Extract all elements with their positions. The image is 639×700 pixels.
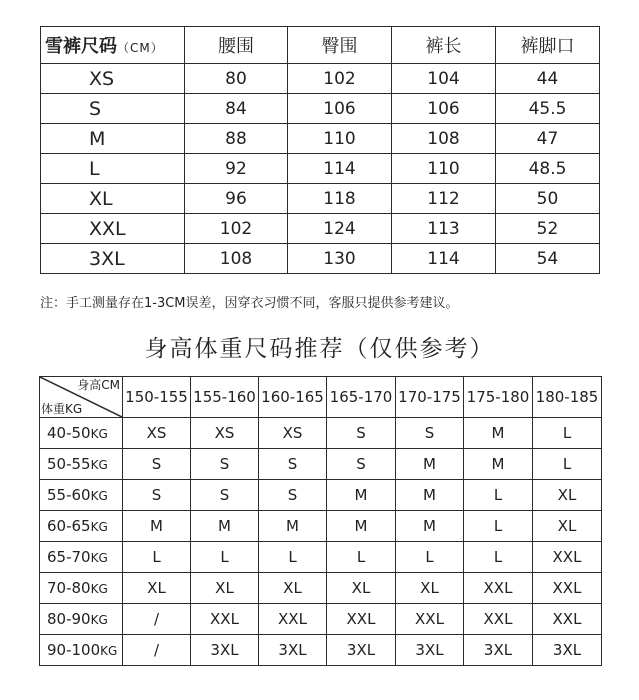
recommended-size-cell: / [123,635,191,666]
recommend-title: 身高体重尺码推荐（仅供参考） [144,336,495,362]
recommended-size-cell: S [191,480,259,511]
table-cell: 130 [288,244,392,274]
recommended-size-cell: M [327,511,396,542]
measurement-note: 注：手工测量存在1-3CM误差，因穿衣习惯不同，客服只提供参考建议。 [40,296,459,311]
recommended-size-cell: 3XL [327,635,396,666]
table-cell: 88 [185,124,288,154]
corner-weight-unit: KG [65,402,83,416]
table-cell: 52 [496,214,600,244]
recommended-size-cell: 3XL [464,635,533,666]
table-cell: 106 [392,94,496,124]
table-row [40,449,602,480]
table-cell: 124 [288,214,392,244]
weight-unit: KG [90,582,108,596]
table-cell: 108 [185,244,288,274]
weight-label [40,635,123,666]
recommended-size-cell: M [191,511,259,542]
recommended-size-cell: L [327,542,396,573]
column-header-waist: 腰围 [185,27,288,64]
table-cell: 118 [288,184,392,214]
recommended-size-cell: S [123,480,191,511]
recommended-size-cell: M [464,418,533,449]
recommended-size-cell: XXL [533,573,602,604]
table-cell: 110 [288,124,392,154]
recommended-size-cell: M [396,480,464,511]
table-row [41,214,600,244]
table-cell: 114 [288,154,392,184]
table-cell: 113 [392,214,496,244]
table-cell: 110 [392,154,496,184]
table-cell: 108 [392,124,496,154]
recommended-size-cell: M [396,449,464,480]
weight-unit: KG [90,489,108,503]
size-table-corner-unit: （CM） [117,41,164,55]
weight-range: 60-65 [47,517,91,535]
recommended-size-cell: S [259,449,327,480]
weight-range: 55-60 [47,486,91,504]
recommended-size-cell: XXL [259,604,327,635]
table-row [41,124,600,154]
height-header: 165-170 [327,377,396,418]
recommend-header-row [40,377,602,418]
corner-weight-prefix: 体重 [41,402,66,416]
column-header-length: 裤长 [392,27,496,64]
recommended-size-cell: L [464,480,533,511]
size-label: XXL [41,214,185,244]
weight-range: 70-80 [47,579,91,597]
weight-range: 80-90 [47,610,91,628]
column-header-hip: 臀围 [288,27,392,64]
table-row [40,511,602,542]
recommended-size-cell: 3XL [191,635,259,666]
recommended-size-cell: M [259,511,327,542]
weight-label [40,480,123,511]
recommended-size-cell: L [259,542,327,573]
size-table-corner [41,27,185,64]
table-cell: 102 [185,214,288,244]
table-cell: 112 [392,184,496,214]
recommended-size-cell: / [123,604,191,635]
recommended-size-cell: XXL [533,604,602,635]
recommended-size-cell: XXL [533,542,602,573]
table-cell: 80 [185,64,288,94]
recommended-size-cell: L [533,449,602,480]
table-row [41,94,600,124]
size-recommendation-table [39,376,602,666]
recommended-size-cell: XS [123,418,191,449]
recommended-size-cell: 3XL [259,635,327,666]
recommended-size-cell: L [123,542,191,573]
recommended-size-cell: XL [191,573,259,604]
table-row [41,244,600,274]
size-table-header-row [41,27,600,64]
weight-unit: KG [100,644,118,658]
recommended-size-cell: M [123,511,191,542]
recommended-size-cell: XS [191,418,259,449]
pants-size-table [40,26,600,274]
recommended-size-cell: XXL [464,573,533,604]
table-cell: 47 [496,124,600,154]
size-label: M [41,124,185,154]
table-cell: 50 [496,184,600,214]
table-cell: 102 [288,64,392,94]
height-header: 180-185 [533,377,602,418]
recommended-size-cell: XXL [464,604,533,635]
table-cell: 45.5 [496,94,600,124]
table-row [41,64,600,94]
height-header: 160-165 [259,377,327,418]
recommended-size-cell: M [396,511,464,542]
recommended-size-cell: S [191,449,259,480]
table-cell: 44 [496,64,600,94]
recommended-size-cell: S [259,480,327,511]
table-row [41,154,600,184]
recommended-size-cell: S [123,449,191,480]
recommended-size-cell: L [464,542,533,573]
table-cell: 104 [392,64,496,94]
table-cell: 92 [185,154,288,184]
height-header: 170-175 [396,377,464,418]
weight-range: 90-100 [47,641,101,659]
recommended-size-cell: S [396,418,464,449]
weight-label [40,542,123,573]
size-label: L [41,154,185,184]
corner-weight-label [41,402,82,416]
recommended-size-cell: 3XL [396,635,464,666]
size-label: XS [41,64,185,94]
table-cell: 114 [392,244,496,274]
column-header-hem: 裤脚口 [496,27,600,64]
table-row [40,542,602,573]
recommended-size-cell: L [191,542,259,573]
weight-label [40,511,123,542]
weight-label [40,604,123,635]
recommended-size-cell: M [327,480,396,511]
recommended-size-cell: XL [396,573,464,604]
table-cell: 106 [288,94,392,124]
recommended-size-cell: L [464,511,533,542]
corner-height-label: 身高CM [77,378,120,392]
recommended-size-cell: L [396,542,464,573]
weight-range: 40-50 [47,424,91,442]
size-table-corner-label: 雪裤尺码 [45,36,117,57]
weight-unit: KG [90,427,108,441]
table-row [40,480,602,511]
recommended-size-cell: XXL [191,604,259,635]
weight-range: 65-70 [47,548,91,566]
recommended-size-cell: M [464,449,533,480]
table-cell: 54 [496,244,600,274]
recommended-size-cell: XXL [396,604,464,635]
height-header: 155-160 [191,377,259,418]
recommended-size-cell: XL [533,480,602,511]
table-row [40,604,602,635]
size-label: 3XL [41,244,185,274]
recommended-size-cell: XL [259,573,327,604]
table-cell: 48.5 [496,154,600,184]
table-cell: 96 [185,184,288,214]
recommended-size-cell: S [327,418,396,449]
weight-label [40,449,123,480]
recommended-size-cell: XS [259,418,327,449]
weight-label [40,418,123,449]
size-label: XL [41,184,185,214]
table-row [40,635,602,666]
recommended-size-cell: L [533,418,602,449]
weight-unit: KG [90,551,108,565]
recommended-size-cell: S [327,449,396,480]
weight-unit: KG [90,613,108,627]
height-header: 150-155 [123,377,191,418]
recommended-size-cell: XL [327,573,396,604]
recommended-size-cell: XXL [327,604,396,635]
weight-unit: KG [90,458,108,472]
weight-range: 50-55 [47,455,91,473]
height-header: 175-180 [464,377,533,418]
table-row [40,573,602,604]
recommend-corner-cell [40,377,123,418]
weight-unit: KG [90,520,108,534]
table-cell: 84 [185,94,288,124]
weight-label [40,573,123,604]
size-label: S [41,94,185,124]
recommended-size-cell: XL [123,573,191,604]
table-row [41,184,600,214]
recommended-size-cell: XL [533,511,602,542]
recommended-size-cell: 3XL [533,635,602,666]
table-row [40,418,602,449]
